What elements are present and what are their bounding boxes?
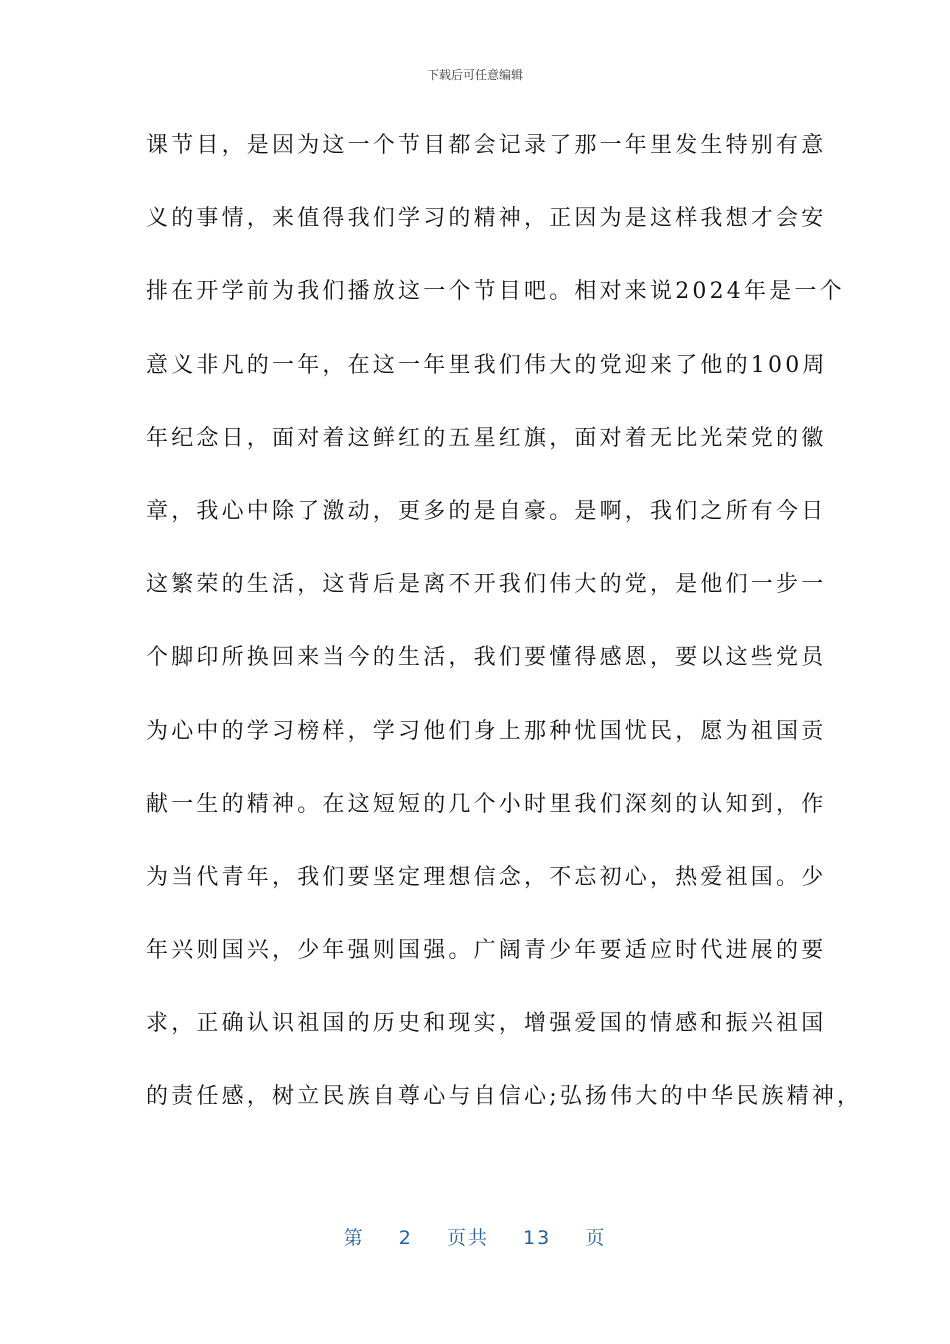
page-number-middle: 页共	[446, 1227, 489, 1249]
body-line: 课节目，是因为这一个节目都会记录了那一年里发生特别有意	[146, 133, 827, 158]
body-line: 意义非凡的一年，在这一年里我们伟大的党迎来了他的100周	[146, 352, 828, 378]
page-number-suffix: 页	[585, 1227, 607, 1249]
body-line: 求，正确认识祖国的历史和现实，增强爱国的情感和振兴祖国	[146, 1011, 827, 1037]
body-line: 这繁荣的生活，这背后是离不开我们伟大的党，是他们一步一	[146, 572, 827, 598]
body-line: 的责任感，树立民族自尊心与自信心;弘扬伟大的中华民族精神，	[146, 1084, 863, 1110]
page-footer	[0, 1226, 950, 1250]
page-header-note: 下载后可任意编辑	[426, 68, 523, 82]
body-line: 义的事情，来值得我们学习的精神，正因为是这样我想才会安	[146, 206, 827, 232]
body-line: 年纪念日，面对着这鲜红的五星红旗，面对着无比光荣党的徽	[146, 425, 827, 451]
body-line: 为心中的学习榜样，学习他们身上那种忧国忧民，愿为祖国贡	[146, 718, 827, 744]
page-number-prefix: 第	[343, 1227, 365, 1249]
body-line: 个脚印所换回来当今的生活，我们要懂得感恩，要以这些党员	[146, 645, 827, 671]
total-pages-number: 13	[523, 1227, 552, 1249]
body-line: 排在开学前为我们播放这一个节目吧。相对来说2024年是一个	[146, 279, 845, 305]
body-line: 年兴则国兴，少年强则国强。广阔青少年要适应时代进展的要	[146, 938, 827, 964]
body-line: 献一生的精神。在这短短的几个小时里我们深刻的认知到，作	[146, 791, 827, 817]
current-page-number: 2	[398, 1227, 413, 1249]
body-text	[146, 124, 863, 1149]
body-line: 章，我心中除了激动，更多的是自豪。是啊，我们之所有今日	[146, 498, 827, 524]
body-line: 为当代青年，我们要坚定理想信念，不忘初心，热爱祖国。少	[146, 864, 827, 890]
